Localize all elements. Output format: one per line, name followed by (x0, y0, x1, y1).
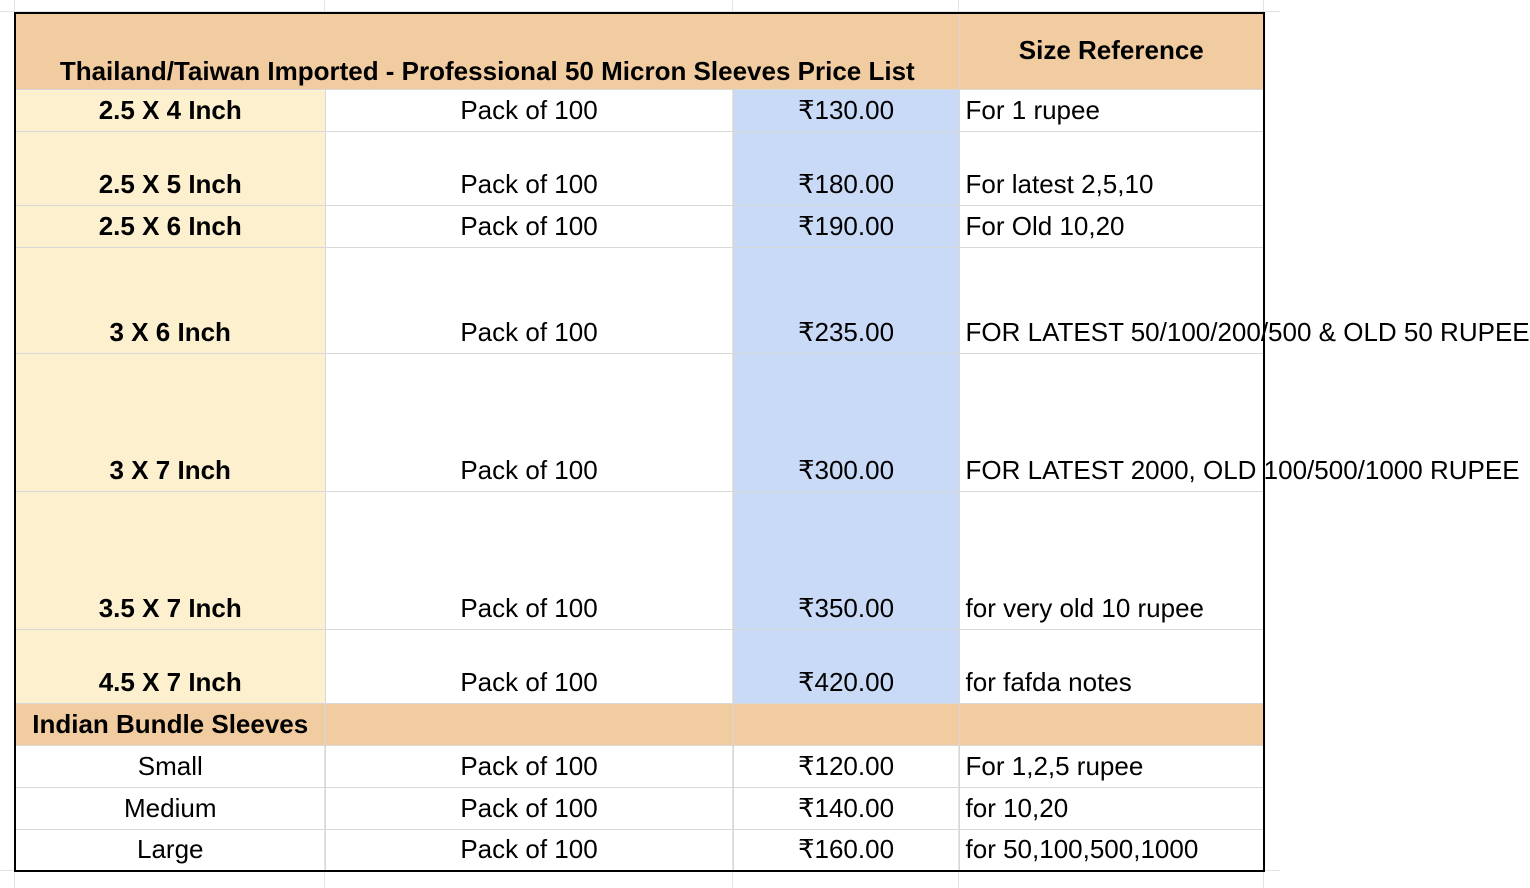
reference-cell[interactable]: For 1 rupee (959, 89, 1264, 131)
table-row (15, 205, 1264, 247)
table-row (15, 89, 1264, 131)
size-cell[interactable]: Medium (15, 787, 325, 829)
reference-cell[interactable]: For Old 10,20 (959, 205, 1264, 247)
reference-cell[interactable]: For latest 2,5,10 (959, 131, 1264, 205)
price-cell[interactable]: ₹235.00 (733, 247, 959, 353)
size-cell[interactable]: 3 X 7 Inch (15, 353, 325, 491)
size-cell[interactable]: 3.5 X 7 Inch (15, 491, 325, 629)
price-list-table (14, 12, 1530, 872)
empty-header-cell[interactable] (325, 703, 733, 745)
empty-header-cell[interactable] (959, 703, 1264, 745)
size-cell[interactable]: 4.5 X 7 Inch (15, 629, 325, 703)
reference-cell[interactable]: for 10,20 (959, 787, 1264, 829)
size-reference-header[interactable]: Size Reference (959, 13, 1264, 89)
reference-cell[interactable]: FOR LATEST 50/100/200/500 & OLD 50 RUPEE (959, 247, 1264, 353)
pack-cell[interactable]: Pack of 100 (325, 829, 733, 871)
pack-cell[interactable]: Pack of 100 (325, 89, 733, 131)
price-cell[interactable]: ₹160.00 (733, 829, 959, 871)
pack-cell[interactable]: Pack of 100 (325, 491, 733, 629)
table-row (15, 745, 1264, 787)
reference-cell[interactable]: for 50,100,500,1000 (959, 829, 1264, 871)
table-row (15, 353, 1264, 491)
price-cell[interactable]: ₹180.00 (733, 131, 959, 205)
price-cell[interactable]: ₹300.00 (733, 353, 959, 491)
price-cell[interactable]: ₹130.00 (733, 89, 959, 131)
table-row (15, 491, 1264, 629)
table-row (15, 829, 1264, 871)
empty-header-cell[interactable] (733, 703, 959, 745)
table-title-row (15, 13, 1264, 89)
pack-cell[interactable]: Pack of 100 (325, 353, 733, 491)
reference-cell[interactable]: For 1,2,5 rupee (959, 745, 1264, 787)
pack-cell[interactable]: Pack of 100 (325, 745, 733, 787)
table-row (15, 629, 1264, 703)
price-cell[interactable]: ₹190.00 (733, 205, 959, 247)
price-cell[interactable]: ₹140.00 (733, 787, 959, 829)
size-cell[interactable]: Small (15, 745, 325, 787)
pack-cell[interactable]: Pack of 100 (325, 131, 733, 205)
size-cell[interactable]: 2.5 X 4 Inch (15, 89, 325, 131)
size-cell[interactable]: 2.5 X 5 Inch (15, 131, 325, 205)
price-cell[interactable]: ₹120.00 (733, 745, 959, 787)
bundle-section-title[interactable]: Indian Bundle Sleeves (15, 703, 325, 745)
pack-cell[interactable]: Pack of 100 (325, 629, 733, 703)
price-cell[interactable]: ₹350.00 (733, 491, 959, 629)
pack-cell[interactable]: Pack of 100 (325, 205, 733, 247)
table-row (15, 247, 1264, 353)
pack-cell[interactable]: Pack of 100 (325, 247, 733, 353)
price-cell[interactable]: ₹420.00 (733, 629, 959, 703)
reference-cell[interactable]: FOR LATEST 2000, OLD 100/500/1000 RUPEE (959, 353, 1264, 491)
table-row (15, 131, 1264, 205)
reference-cell[interactable]: for fafda notes (959, 629, 1264, 703)
size-cell[interactable]: 2.5 X 6 Inch (15, 205, 325, 247)
table-row (15, 787, 1264, 829)
reference-cell[interactable]: for very old 10 rupee (959, 491, 1264, 629)
pack-cell[interactable]: Pack of 100 (325, 787, 733, 829)
size-cell[interactable]: 3 X 6 Inch (15, 247, 325, 353)
price-list-title[interactable]: Thailand/Taiwan Imported - Professional 50 Micron Sleeves Price List (15, 13, 959, 89)
bundle-section-row (15, 703, 1264, 745)
size-cell[interactable]: Large (15, 829, 325, 871)
